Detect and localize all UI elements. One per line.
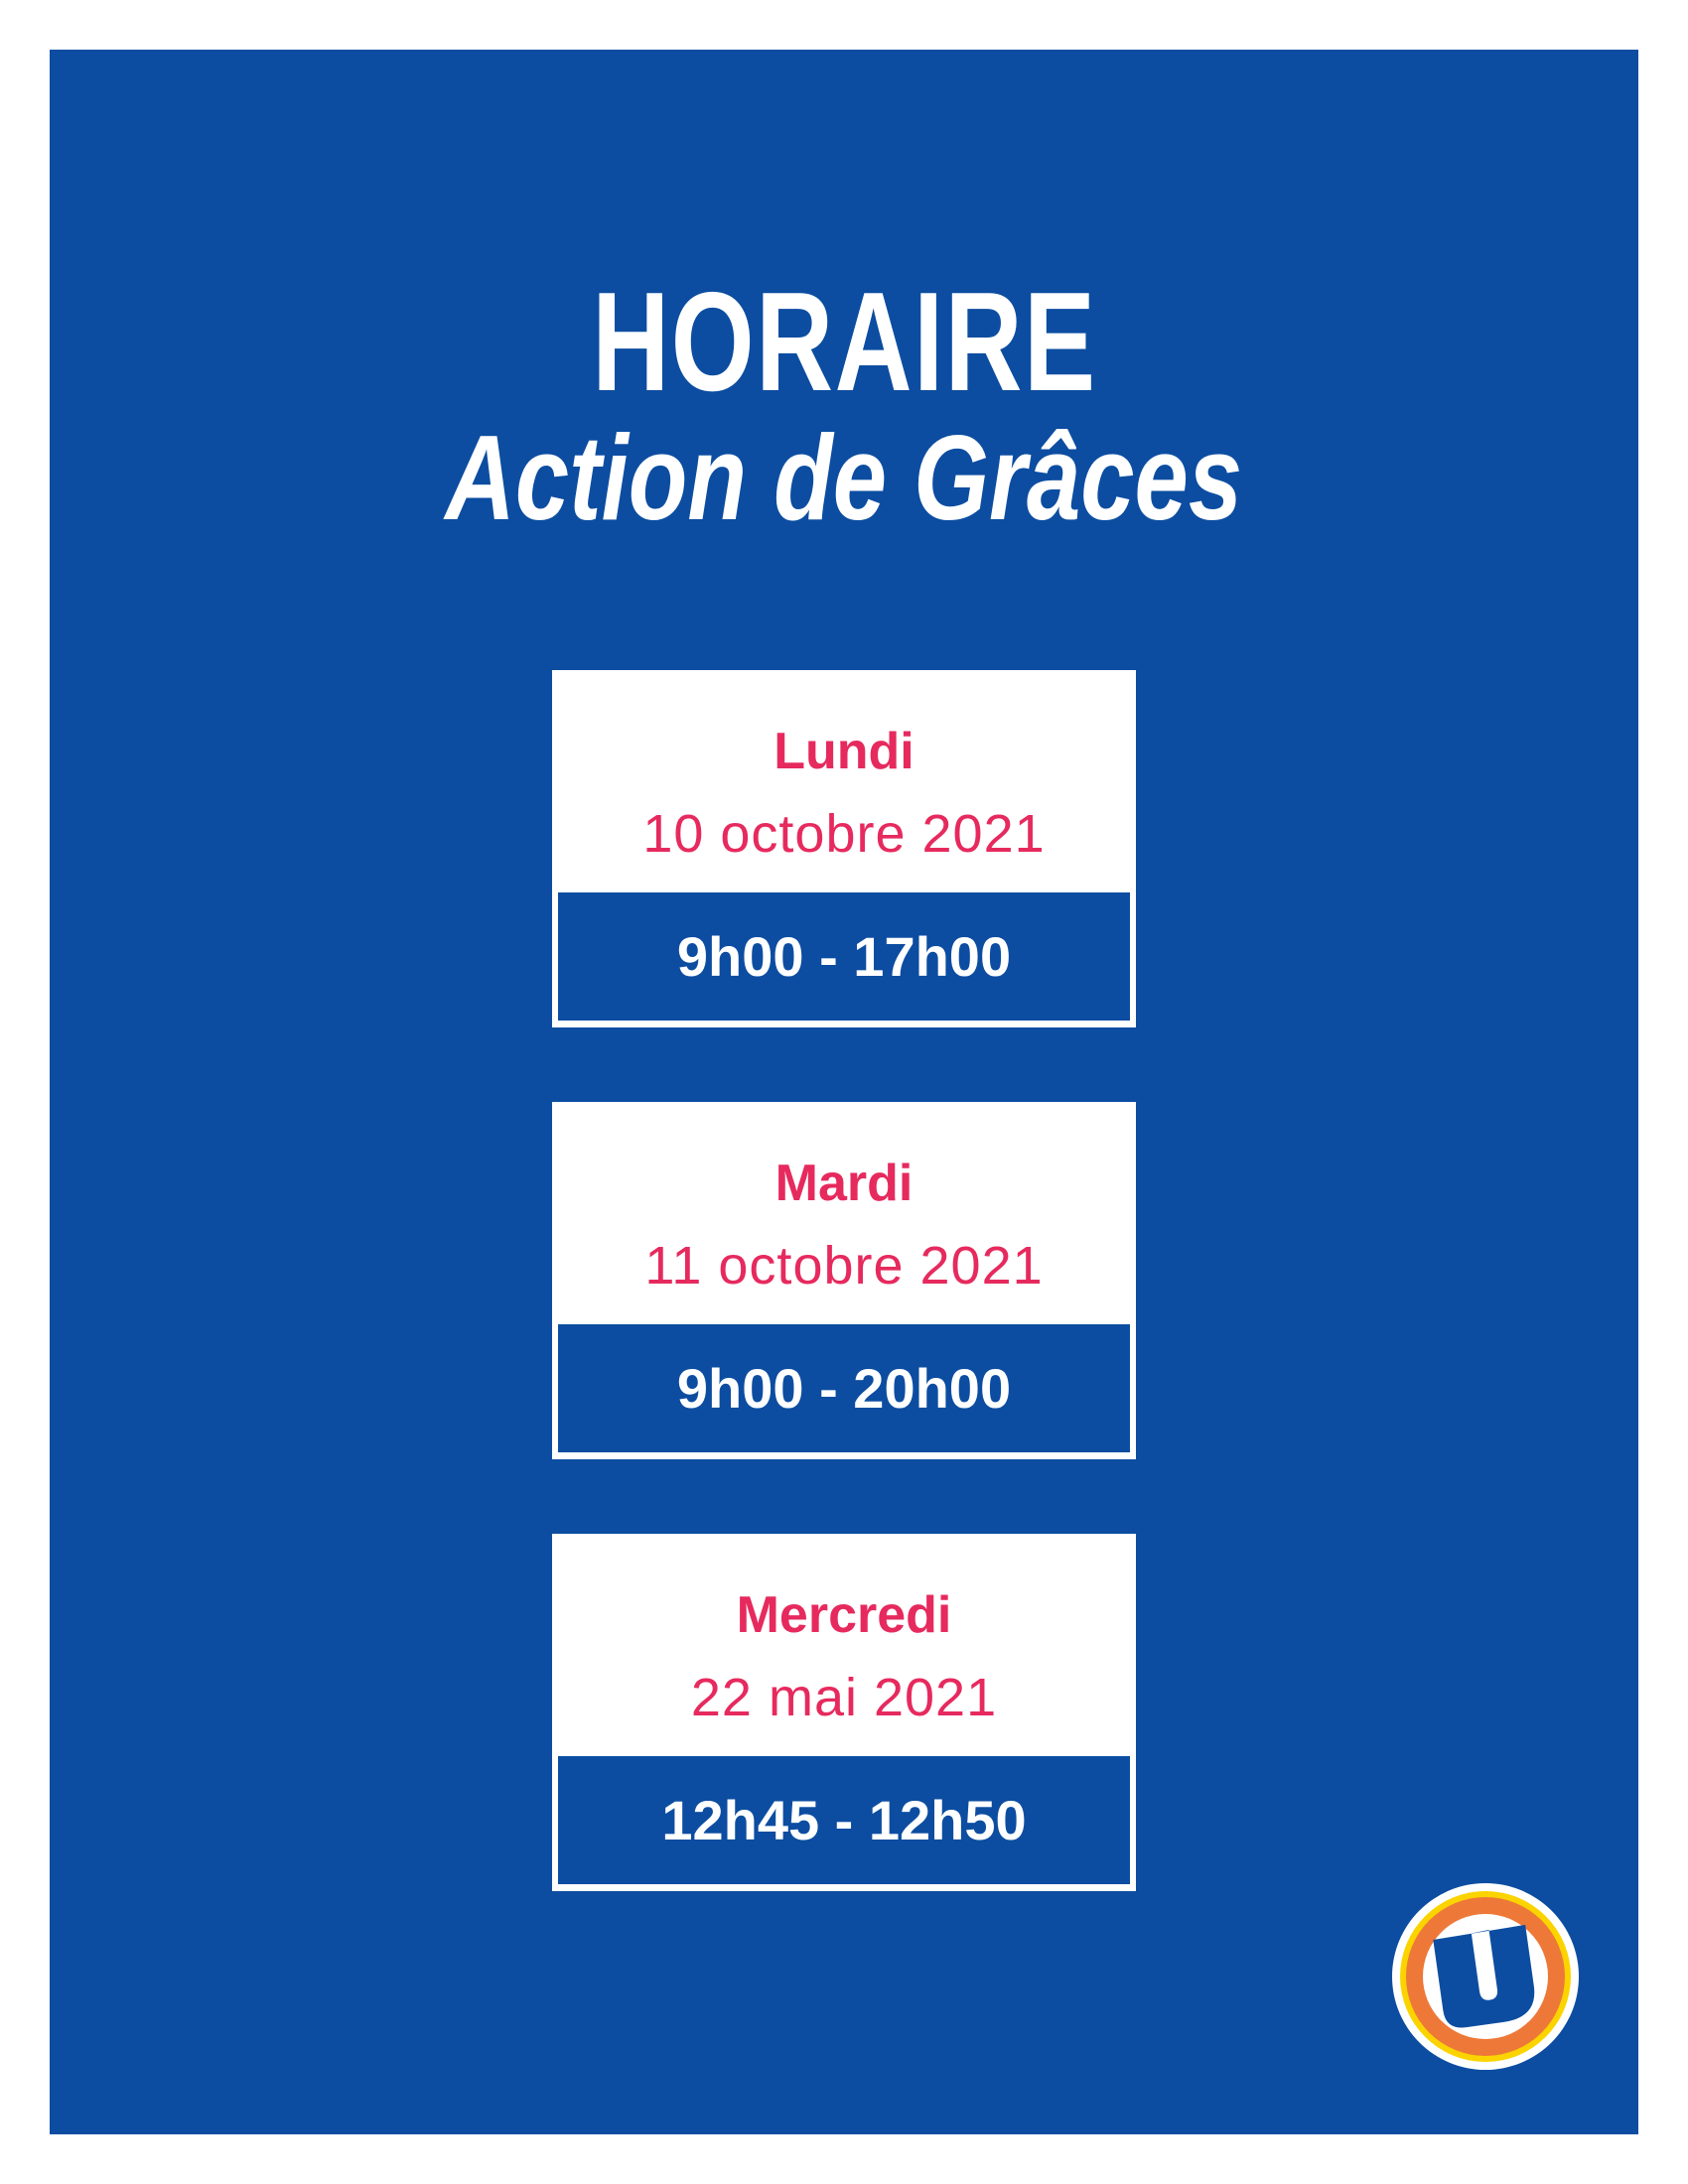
card-hours-label: 9h00 - 20h00 — [676, 1356, 1012, 1420]
schedule-card-monday — [552, 670, 1136, 1027]
u-logo-icon — [1392, 1883, 1579, 2070]
poster-panel — [50, 50, 1638, 2134]
schedule-card-wednesday — [552, 1534, 1136, 1891]
card-day-label: Lundi — [774, 723, 914, 780]
schedule-card-tuesday — [552, 1102, 1136, 1459]
page-title-text: HORAIRE — [591, 263, 1097, 421]
card-hours-label: 12h45 - 12h50 — [661, 1788, 1027, 1851]
card-hours-label: 9h00 - 17h00 — [676, 924, 1012, 988]
card-hours-bar — [558, 892, 1130, 1021]
schedule-cards — [50, 670, 1638, 1966]
card-day-label: Mercredi — [736, 1586, 952, 1644]
page-subtitle-text: Action de Grâces — [445, 410, 1243, 545]
card-date-label: 10 octobre 2021 — [642, 804, 1046, 864]
card-date-label: 11 octobre 2021 — [644, 1236, 1044, 1296]
card-hours-bar — [558, 1324, 1130, 1452]
card-date-label: 22 mai 2021 — [690, 1668, 998, 1727]
card-day-label: Mardi — [774, 1155, 914, 1212]
page-title — [50, 50, 1638, 421]
u-brand-logo — [1392, 1883, 1579, 2070]
card-hours-bar — [558, 1756, 1130, 1884]
page-subtitle — [50, 410, 1638, 545]
